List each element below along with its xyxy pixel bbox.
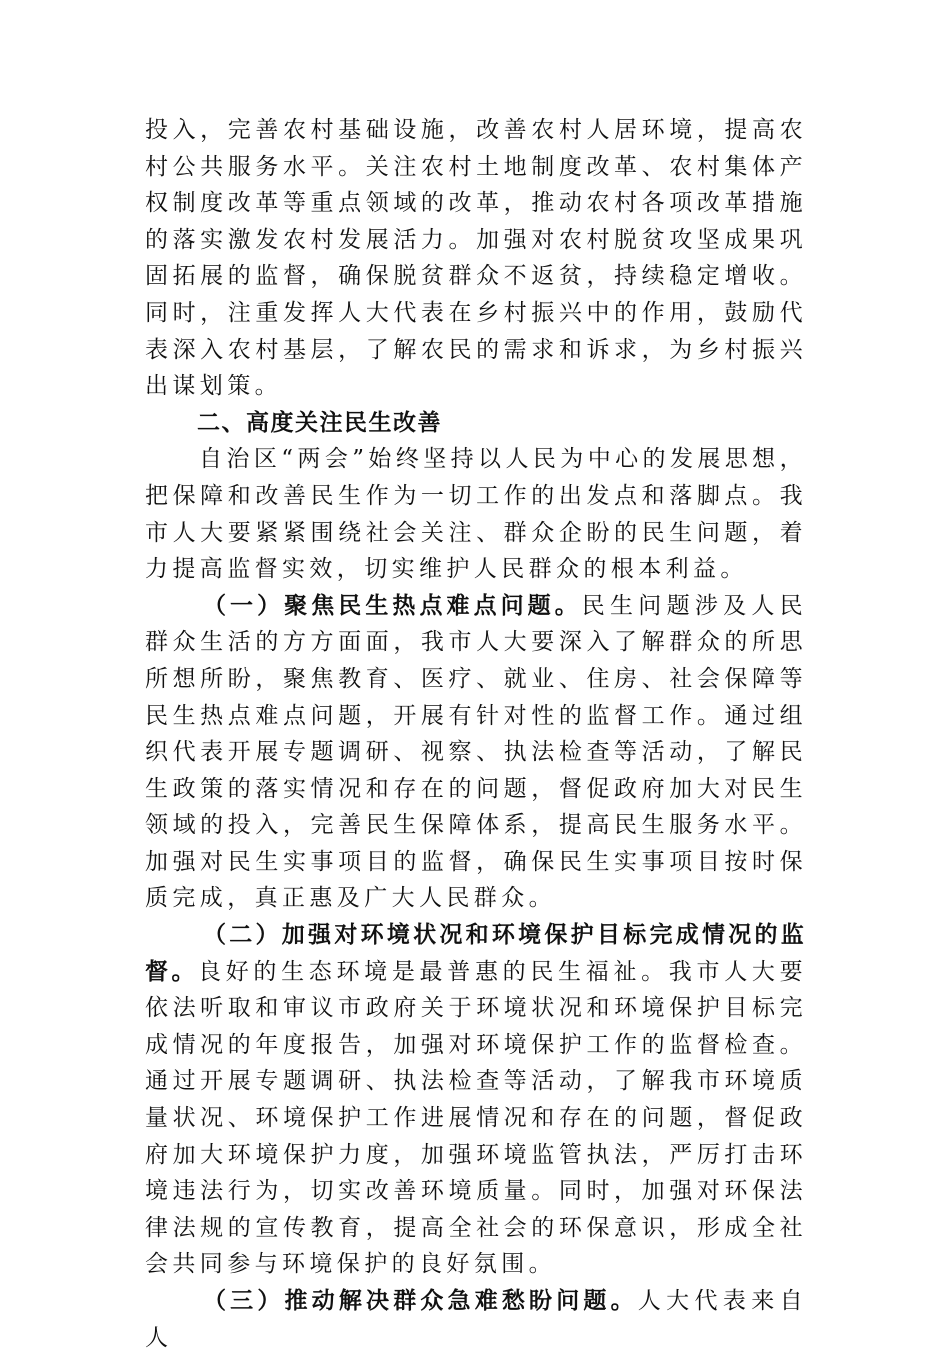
subsection-lead: （二）加强对环境状况和环境保护目标完成情况的监督。 (145, 922, 807, 985)
subsection-body: 民生问题涉及人民群众生活的方方面面，我市人大要深入了解群众的所思所想所盼，聚焦教育、医疗、就业、住房、社会保障等民生热点难点问题，开展有针对性的监督工作。通过组织代表开展专题调研、视察、执法检查等活动，了解民生政策的落实情况和存在的问题，督促政府加大对民生领域的投入，完善民生保障体系，提高民生服务水平。加强对民生实事项目的监督，确保民生实事项目按时保质完成，真正惠及广大人民群众。 (145, 592, 807, 912)
subsection-body: 人大代表来自人 (145, 1288, 808, 1351)
subsection-lead: （三）推动解决群众急难愁盼问题。 (203, 1288, 638, 1314)
paragraph-livelihood-intro: 自治区“两会”始终坚持以人民为中心的发展思想，把保障和改善民生作为一切工作的出发点和落脚点。我市人大要紧紧围绕社会关注、群众企盼的民生问题，着力提高监督实效，切实维护人民群众的根本利益。 (145, 446, 807, 583)
document-page (145, 112, 807, 1356)
subsection-body: 良好的生态环境是最普惠的民生福祉。我市人大要依法听取和审议市政府关于环境状况和环境保护目标完成情况的年度报告，加强对环境保护工作的监督检查。通过开展专题调研、执法检查等活动，了解我市环境质量状况、环境保护工作进展情况和存在的问题，督促政府加大环境保护力度，加强环境监管执法，严厉打击环境违法行为，切实改善环境质量。同时，加强对环保法律法规的宣传教育，提高全社会的环保意识，形成全社会共同参与环境保护的良好氛围。 (145, 958, 807, 1278)
subsection-urgent-problems (145, 1283, 807, 1356)
paragraph-rural-reform: 投入，完善农村基础设施，改善农村人居环境，提高农村公共服务水平。关注农村土地制度改革、农村集体产权制度改革等重点领域的改革，推动农村各项改革措施的落实激发农村发展活力。加强对农村脱贫攻坚成果巩固拓展的监督，确保脱贫群众不返贫，持续稳定增收。同时，注重发挥人大代表在乡村振兴中的作用，鼓励代表深入农村基层，了解农民的需求和诉求，为乡村振兴出谋划策。 (145, 117, 807, 400)
section-heading-livelihood: 二、高度关注民生改善 (197, 409, 442, 436)
subsection-lead: （一）聚焦民生热点难点问题。 (203, 592, 582, 619)
subsection-hotspot-issues (145, 588, 807, 917)
subsection-environment-supervision (145, 917, 807, 1283)
